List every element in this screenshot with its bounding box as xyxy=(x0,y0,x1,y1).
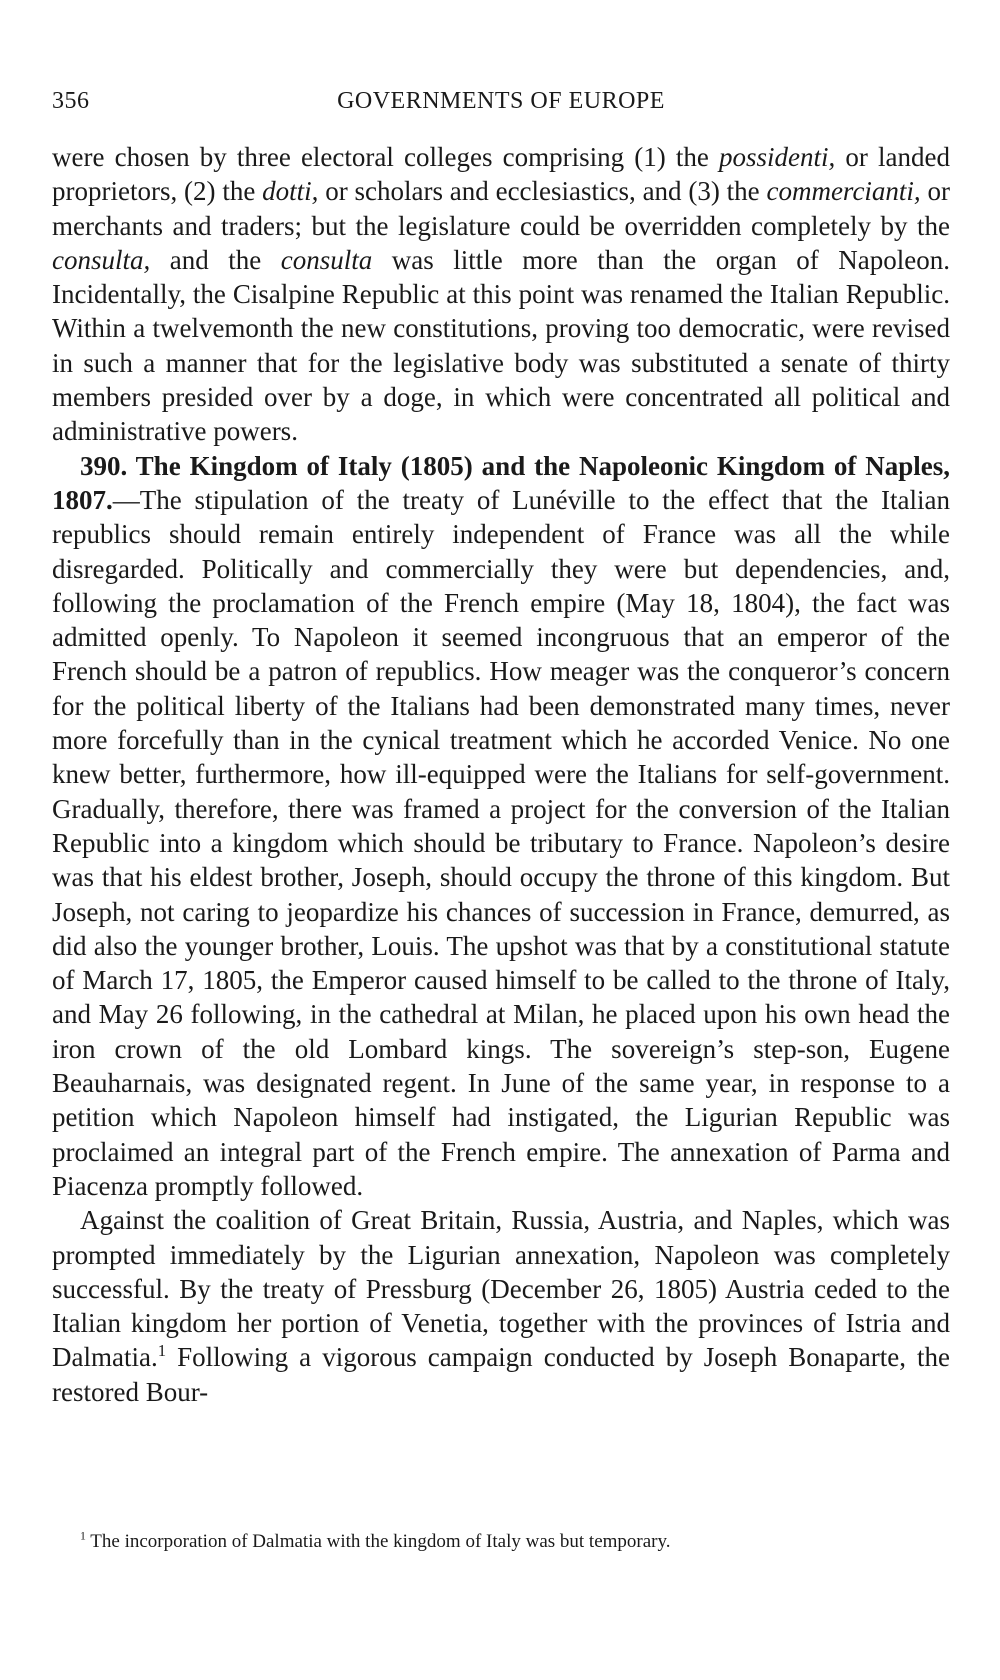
page-header xyxy=(52,88,950,122)
section-390-text: —The stipulation of the treaty of Lunéville to the effect that the Italian republics should remain entirely independent of France was all the while disregarded. Politically and commercially they were but dependencies, and, following the proclamation of the French empire (May 18, 1804), the fact was admitted openly. To Napoleon it seemed incongruous that an emperor of the French should be a patron of republics. How meager was the conqueror’s concern for the political liberty of the Italians had been demonstrated many times, never more forcefully than in the cynical treatment which he accorded Venice. No one knew better, furthermore, how ill-equipped were the Italians for self-government. Gradually, therefore, there was framed a project for the conversion of the Italian Republic into a kingdom which should be tributary to France. Napoleon’s desire was that his eldest brother, Joseph, should occupy the throne of this kingdom. But Joseph, not caring to jeopardize his chances of succession in France, demurred, as did also the younger brother, Louis. The upshot was that by a constitutional statute of March 17, 1805, the Emperor caused himself to be called to the throne of Italy, and May 26 following, in the cathedral at Milan, he placed upon his own head the iron crown of the old Lombard kings. The sovereign’s step-son, Eugene Beauharnais, was designated regent. In June of the same year, in response to a petition which Napoleon himself had instigated, the Ligurian Republic was proclaimed an integral part of the French empire. The annexation of Parma and Piacenza promptly followed. xyxy=(52,484,950,1201)
paragraph-1: were chosen by three electoral colleges comprising (1) the possidenti, or landed proprietors, (2) the dotti, or scholars and ecclesiastics, and (3) the commercianti, or merchants and traders; but the legislature could be overridden completely by the consulta, and the consulta was little more than the organ of Napoleon. Incidentally, the Cisalpine Republic at this point was renamed the Italian Republic. Within a twelvemonth the new constitutions, proving too democratic, were revised in such a manner that for the legislative body was substituted a senate of thirty members presided over by a doge, in which were concentrated all political and administrative powers. xyxy=(52,142,950,447)
footnote-text: The incorporation of Dalmatia with the kingdom of Italy was but temporary. xyxy=(85,1531,671,1552)
running-title: GOVERNMENTS OF EUROPE xyxy=(337,88,665,114)
italic-term: dotti, xyxy=(262,176,319,207)
italic-term: consulta, xyxy=(52,244,151,275)
italic-term: commercianti, xyxy=(766,176,921,207)
section-heading: 390. The Kingdom of Italy (1805) and the Napoleonic Kingdom of Naples, 1807. xyxy=(52,450,950,515)
footnote-reference: 1 xyxy=(157,1341,167,1361)
italic-term: possidenti, xyxy=(718,142,836,172)
footnote-marker: 1 xyxy=(80,1529,86,1543)
paragraph-3: Against the coalition of Great Britain, Russia, Austria, and Naples, which was prompted immediately by the Ligurian annexation, Napoleon was completely successful. By the treaty of Pressburg (December 26, 1805) Austria ceded to the Italian kingdom her portion of Venetia, together with the provinces of Istria and Dalmatia.$^1$ Following a vigorous campaign conducted by Joseph Bonaparte, the restored Bour- xyxy=(52,1205,950,1407)
section-390 xyxy=(52,449,950,1204)
body-text xyxy=(52,140,950,1409)
page-number: 356 xyxy=(52,88,90,114)
footnote xyxy=(52,1530,950,1554)
italic-term: consulta xyxy=(280,244,373,275)
